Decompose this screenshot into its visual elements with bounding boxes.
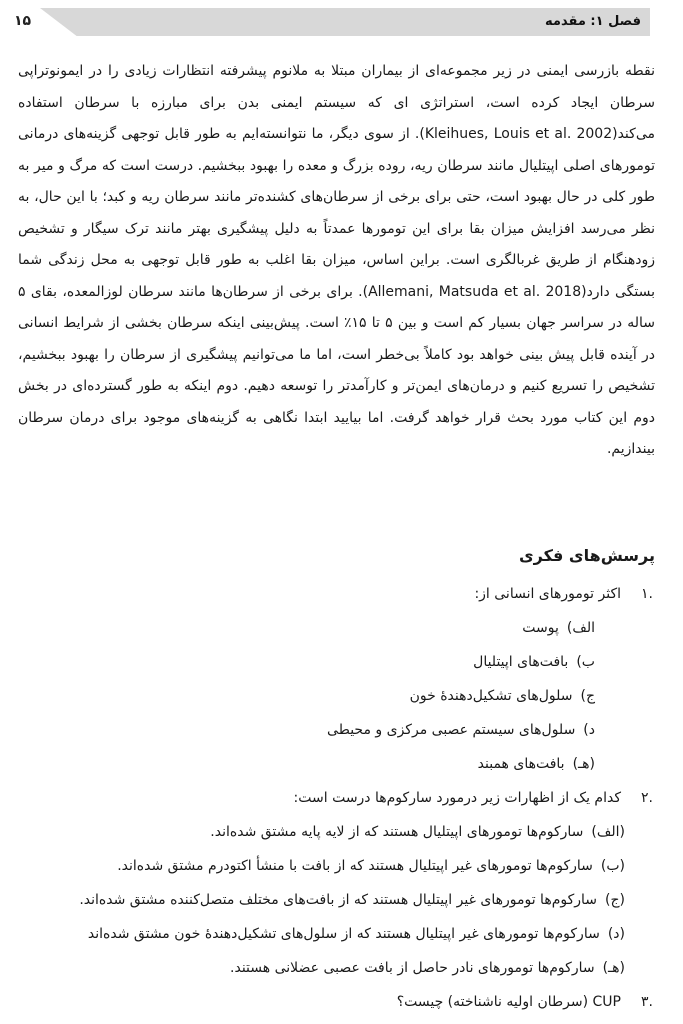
- option-text: سارکوم‌ها تومورهای نادر حاصل از بافت عصبی عضلانی هستند.: [230, 960, 595, 976]
- option-label: (ج): [605, 892, 625, 908]
- question-3: [397, 994, 653, 1010]
- q2-option-d: [88, 926, 625, 942]
- section-heading: پرسش‌های فکری: [518, 546, 655, 565]
- page-header: [0, 6, 683, 40]
- option-text: سارکوم‌ها تومورهای غیر اپیتلیال هستند که از سلول‌های تشکیل‌دهندهٔ خون مشتق شده‌اند: [87, 926, 600, 942]
- q2-option-e: [230, 960, 625, 976]
- question-text: CUP (سرطان اولیه ناشناخته) چیست؟: [396, 994, 621, 1010]
- option-text: سارکوم‌ها تومورهای اپیتلیال هستند که از لایه پایه مشتق شده‌اند.: [210, 824, 584, 840]
- q2-option-a: [210, 824, 625, 840]
- option-label: (د): [607, 926, 625, 942]
- question-2: [294, 790, 653, 806]
- q2-option-c: [79, 892, 625, 908]
- option-label: (هـ): [602, 960, 625, 976]
- option-text: بافت‌های اپیتلیال: [473, 654, 569, 670]
- option-label: د): [583, 722, 595, 738]
- option-text: بافت‌های همبند: [477, 756, 565, 772]
- q2-option-b: [117, 858, 625, 874]
- option-text: سلول‌های سیستم عصبی مرکزی و محیطی: [327, 722, 576, 738]
- option-label: الف): [566, 620, 595, 636]
- chapter-title: فصل ۱: مقدمه: [545, 14, 641, 29]
- body-paragraph: نقطه بازرسی ایمنی در زیر مجموعه‌ای از بیماران مبتلا به ملانوم پیشرفته انتظارات زیادی را در ایمونوتراپی سرطان ایجاد کرده است، استراتژی ای که سیستم ایمنی بدن برای مبارزه با سرطان استفاده می‌کند(Kleihues, Louis et al. 2002). از سوی دیگر، ما نتوانسته‌ایم به طور قابل توجهی گزینه‌های درمانی تومورهای اصلی اپیتلیال مانند سرطان ریه، روده بزرگ و معده را بهبود ببخشیم. درست است که مرگ و میر به طور کلی در حال بهبود است، حتی برای برخی از سرطان‌های کشنده‌تر مانند سرطان ریه و کبد؛ با این حال، به نظر می‌رسد افزایش میزان بقا برای این تومورها عمدتاً به دلیل پیشگیری بهتر مانند ترک سیگار و تشخیص زودهنگام از طریق غربالگری است. براین اساس، میزان بقا اغلب به طور قابل توجهی به محل زندگی شما بستگی دارد(Allemani, Matsuda et al. 2018). برای برخی از سرطان‌ها مانند سرطان لوزالمعده، بقای ۵ ساله در سراسر جهان بسیار کم است و بین ۵ تا ۱۵٪ است. پیش‌بینی اینکه سرطان بخشی از شرایط انسانی در آینده قابل پیش بینی خواهد بود کاملاً بی‌خطر است، اما ما می‌توانیم پیشگیری از سرطان را بهبود ببخشیم، تشخیص را تسریع کنیم و درمان‌های ایمن‌تر و کارآمدتر را توسعه دهیم. دوم اینکه به طور گسترده‌ای در بخش دوم این کتاب مورد بحث قرار خواهد گرفت. اما بیایید ابتدا نگاهی به گزینه‌های موجود برای درمان سرطان بیندازیم.: [18, 63, 656, 457]
- option-label: (هـ): [572, 756, 595, 772]
- page-number: ۱۵: [14, 13, 32, 29]
- option-text: سارکوم‌ها تومورهای غیر اپیتلیال هستند که از بافت‌های مختلف متصل‌کننده مشتق شده‌اند.: [79, 892, 598, 908]
- option-text: سارکوم‌ها تومورهای غیر اپیتلیال هستند که از بافت با منشأ اکتودرم مشتق شده‌اند.: [117, 858, 593, 874]
- question-text: اکثر تومورهای انسانی از:: [474, 586, 621, 602]
- q1-option-e: [478, 756, 595, 772]
- question-text: کدام یک از اظهارات زیر درمورد سارکوم‌ها درست است:: [293, 790, 621, 806]
- option-text: پوست: [522, 620, 559, 636]
- question-number: .۳: [641, 994, 653, 1010]
- question-number: .۱: [641, 586, 653, 602]
- q1-option-c: [410, 688, 595, 704]
- option-label: ب): [576, 654, 595, 670]
- q1-option-d: [327, 722, 595, 738]
- question-number: .۲: [641, 790, 653, 806]
- q1-option-a: [522, 620, 595, 636]
- option-label: ج): [580, 688, 595, 704]
- question-1: [474, 586, 653, 602]
- option-label: (ب): [600, 858, 625, 874]
- q1-option-b: [473, 654, 595, 670]
- option-label: (الف): [591, 824, 625, 840]
- option-text: سلول‌های تشکیل‌دهندهٔ خون: [409, 688, 573, 704]
